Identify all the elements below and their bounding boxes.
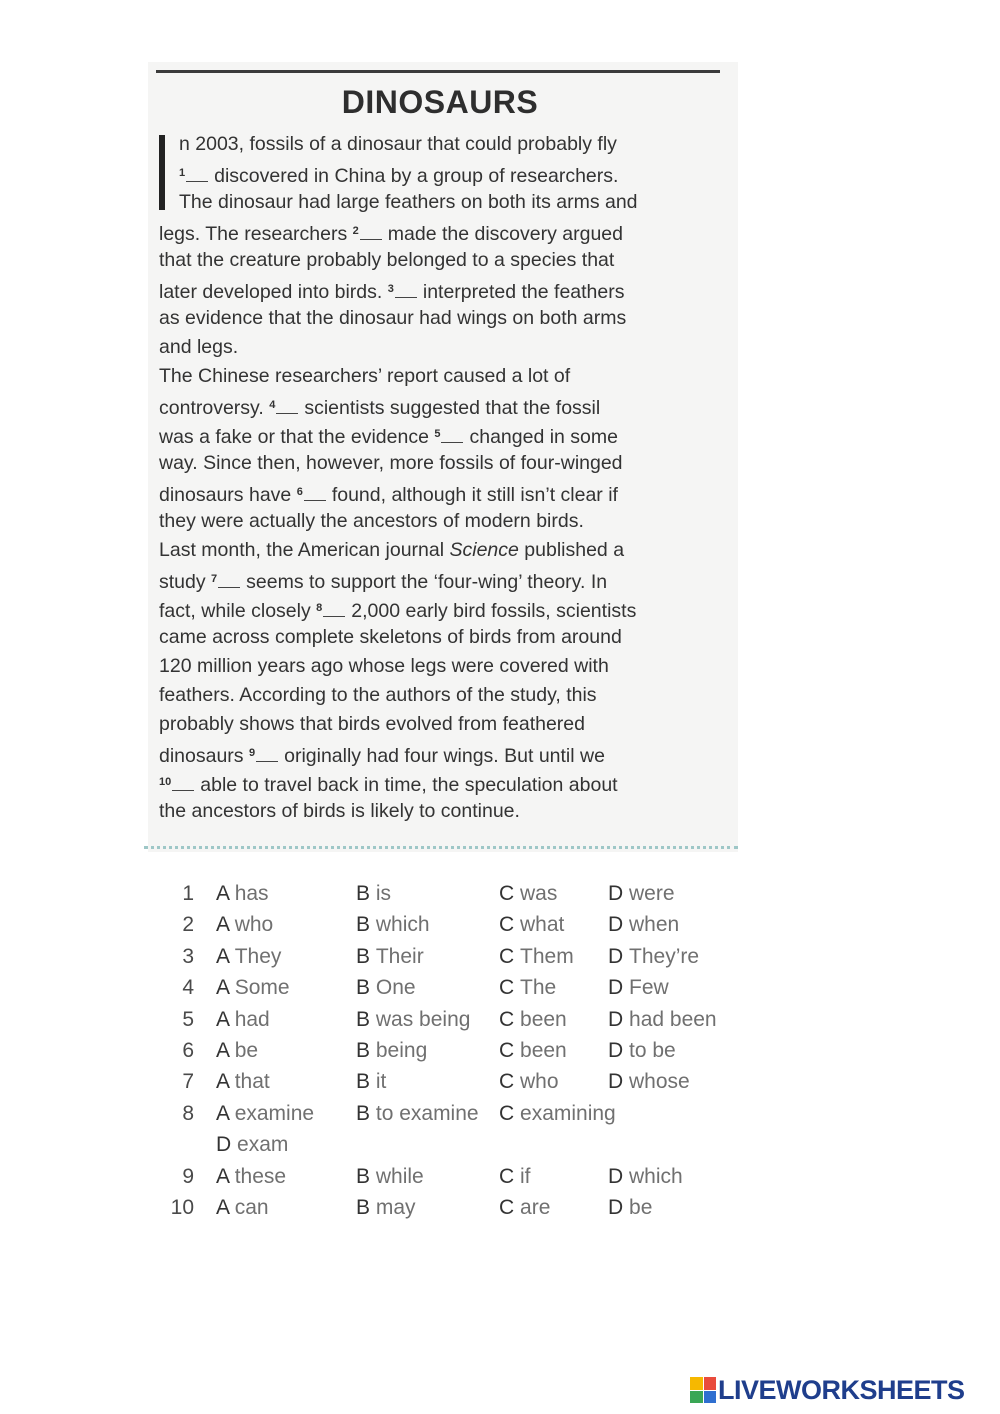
question-number: 9 — [182, 1164, 194, 1188]
logo-text: LIVEWORKSHEETS — [718, 1374, 965, 1405]
gap-blank[interactable] — [172, 776, 194, 791]
option-c[interactable]: C been — [499, 1007, 567, 1031]
logo-icon — [690, 1377, 716, 1403]
article-line: study $^7$ seems to support the ‘four-wing’ theory. In — [159, 571, 608, 593]
gap-number: 5 — [434, 428, 441, 440]
option-c[interactable]: C if — [499, 1164, 531, 1188]
option-a[interactable]: A had — [216, 1007, 270, 1031]
option-b[interactable]: B to examine — [356, 1101, 479, 1125]
option-row — [160, 945, 760, 976]
article-line: dinosaurs have $^6$ found, although it still isn’t clear if — [159, 484, 618, 506]
article-line: way. Since then, however, more fossils of four-winged — [159, 452, 623, 474]
article-line: later developed into birds. $^3$ interpreted the feathers — [159, 281, 625, 303]
question-number: 5 — [182, 1007, 194, 1031]
article-line: controversy. $^4$ scientists suggested that the fossil — [159, 397, 601, 419]
option-a[interactable]: A these — [216, 1164, 287, 1188]
article-line: n 2003, fossils of a dinosaur that could probably fly — [179, 133, 617, 155]
options-list — [160, 882, 760, 1227]
gap-blank[interactable] — [256, 747, 278, 762]
article-line: and legs. — [159, 336, 239, 358]
dropcap-bar — [159, 135, 165, 210]
article-line: that the creature probably belonged to a species that — [159, 249, 615, 271]
page-title: DINOSAURS — [341, 84, 539, 120]
option-a[interactable]: A They — [216, 944, 282, 968]
option-b[interactable]: B was being — [356, 1007, 471, 1031]
option-b[interactable]: B while — [356, 1164, 424, 1188]
option-d[interactable]: D whose — [608, 1070, 690, 1094]
article-line: probably shows that birds evolved from feathered — [159, 713, 585, 735]
gap-blank[interactable] — [441, 428, 463, 443]
option-d[interactable]: D Few — [608, 976, 669, 1000]
option-b[interactable]: B it — [356, 1070, 387, 1094]
option-d[interactable]: D when — [608, 913, 680, 937]
gap-number: 10 — [159, 776, 172, 788]
option-a[interactable]: A Some — [216, 976, 290, 1000]
option-b[interactable]: B may — [356, 1195, 416, 1219]
question-number: 4 — [182, 976, 194, 1000]
gap-blank[interactable] — [276, 399, 298, 414]
option-b[interactable]: B Their — [356, 944, 424, 968]
option-d[interactable]: D exam — [216, 1133, 289, 1157]
article-text — [159, 130, 719, 826]
option-b[interactable]: B being — [356, 1038, 428, 1062]
article-line: The Chinese researchers’ report caused a lot of — [159, 365, 571, 387]
article-line: they were actually the ancestors of modern birds. — [159, 510, 584, 532]
gap-blank[interactable] — [186, 167, 208, 182]
question-number: 8 — [182, 1101, 194, 1125]
gap-blank[interactable] — [218, 573, 240, 588]
article-line: feathers. According to the authors of the study, this — [159, 684, 597, 706]
article-line: 120 million years ago whose legs were covered with — [159, 655, 609, 677]
gap-number: 9 — [248, 747, 256, 759]
option-row — [160, 1008, 760, 1039]
option-row — [160, 1196, 760, 1227]
option-c[interactable]: C what — [499, 913, 565, 937]
question-number: 2 — [182, 913, 194, 937]
option-row-wrap — [160, 1133, 760, 1164]
article-line: fact, while closely $^8$ 2,000 early bird fossils, scientists — [159, 600, 637, 622]
option-a[interactable]: A can — [216, 1195, 269, 1219]
option-row — [160, 1070, 760, 1101]
option-c[interactable]: C are — [499, 1195, 551, 1219]
option-c[interactable]: C been — [499, 1038, 567, 1062]
option-b[interactable]: B which — [356, 913, 430, 937]
option-a[interactable]: A that — [216, 1070, 270, 1094]
article-line: came across complete skeletons of birds from around — [159, 626, 622, 648]
option-c[interactable]: C examining — [499, 1101, 616, 1125]
option-a[interactable]: A be — [216, 1038, 259, 1062]
option-d[interactable]: D were — [608, 882, 675, 905]
option-d[interactable]: D to be — [608, 1038, 676, 1062]
article-line: the ancestors of birds is likely to continue. — [159, 800, 520, 822]
question-number: 7 — [182, 1070, 194, 1094]
article-line: The dinosaur had large feathers on both its arms and — [179, 191, 638, 213]
option-c[interactable]: C who — [499, 1070, 559, 1094]
journal-name: Science — [449, 539, 519, 561]
option-a[interactable]: A has — [216, 882, 269, 905]
article-line: was a fake or that the evidence $^5$ changed in some — [159, 426, 618, 448]
gap-blank[interactable] — [323, 602, 345, 617]
option-c[interactable]: C Them — [499, 944, 574, 968]
gap-number: 4 — [269, 399, 276, 411]
option-c[interactable]: C The — [499, 976, 557, 1000]
gap-number: 1 — [179, 167, 186, 179]
question-number: 1 — [182, 882, 194, 905]
article-line: as evidence that the dinosaur had wings on both arms — [159, 307, 627, 329]
article-line: Last month, the American journal Science published a — [159, 539, 625, 561]
gap-number: 7 — [211, 573, 218, 585]
dotted-divider — [144, 846, 738, 849]
liveworksheets-logo[interactable] — [690, 1374, 965, 1406]
option-row — [160, 882, 760, 913]
option-row — [160, 1102, 760, 1133]
option-a[interactable]: A who — [216, 913, 274, 937]
option-row — [160, 1165, 760, 1196]
question-number: 10 — [170, 1195, 194, 1219]
option-d[interactable]: D had been — [608, 1007, 717, 1031]
gap-blank[interactable] — [304, 486, 326, 501]
option-c[interactable]: C was — [499, 882, 558, 905]
gap-number: 3 — [387, 283, 394, 295]
gap-number: 2 — [352, 225, 359, 237]
article-line: $^1$ discovered in China by a group of researchers. — [179, 165, 619, 187]
top-rule — [156, 70, 720, 73]
question-number: 6 — [182, 1038, 194, 1062]
gap-blank[interactable] — [395, 283, 417, 298]
article-line: $^{10}$ able to travel back in time, the speculation about — [159, 774, 618, 796]
option-row — [160, 913, 760, 944]
option-b[interactable]: B One — [356, 976, 416, 1000]
option-d[interactable]: D They’re — [608, 944, 700, 968]
option-a[interactable]: A examine — [216, 1101, 315, 1125]
article-line: dinosaurs $^9$ originally had four wings. But until we — [159, 745, 605, 767]
article-line: legs. The researchers $^2$ made the discovery argued — [159, 223, 623, 245]
option-d[interactable]: D be — [608, 1195, 653, 1219]
gap-blank[interactable] — [360, 225, 382, 240]
gap-number: 6 — [296, 486, 303, 498]
option-row — [160, 976, 760, 1007]
gap-number: 8 — [316, 602, 323, 614]
question-number: 3 — [182, 944, 194, 968]
dropcap-block — [159, 130, 719, 217]
option-d[interactable]: D which — [608, 1164, 683, 1188]
option-b[interactable]: B is — [356, 882, 392, 905]
option-row — [160, 1039, 760, 1070]
